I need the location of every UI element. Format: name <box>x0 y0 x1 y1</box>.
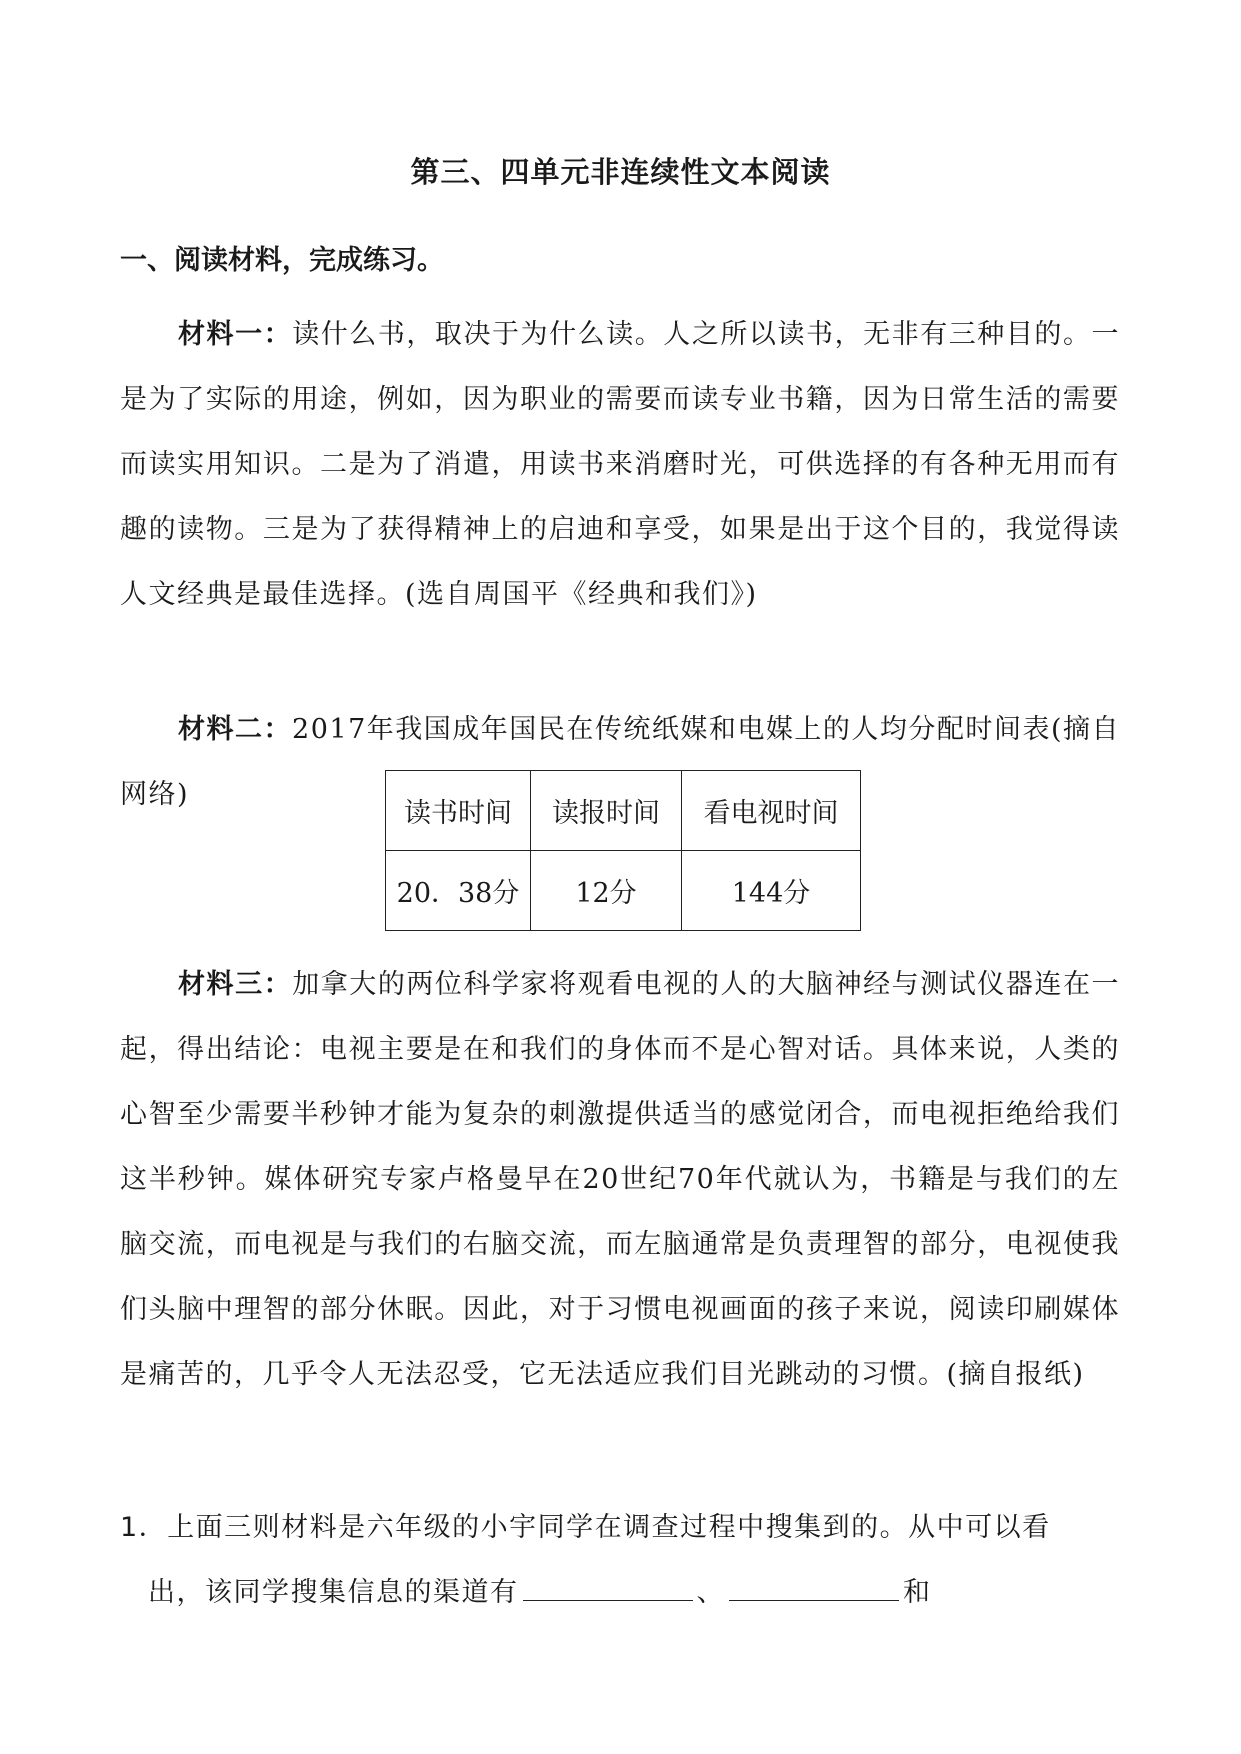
question-one-text-line1: 上面三则材料是六年级的小宇同学在调查过程中搜集到的。从中可以看 <box>167 1512 1051 1543</box>
table-cell: 12分 <box>531 851 682 931</box>
material-two-text: 2017年我国成年国民在传统纸媒和电媒上的人均分配时间表(摘自网络) <box>120 714 1121 810</box>
table-row <box>386 851 861 931</box>
blank-separator: 、 <box>696 1577 725 1608</box>
answer-blank-2[interactable] <box>729 1570 899 1601</box>
material-three-label: 材料三： <box>178 969 293 1000</box>
table-cell: 20．38分 <box>386 851 531 931</box>
page-title: 第三、四单元非连续性文本阅读 <box>410 155 831 189</box>
question-number: 1． <box>120 1512 168 1543</box>
time-allocation-table-wrap <box>385 770 861 931</box>
material-one-text: 读什么书，取决于为什么读。人之所以读书，无非有三种目的。一是为了实际的用途，例如，因为职业的需要而读专业书籍，因为日常生活的需要而读实用知识。二是为了消遣，用读书来消磨时光，可供选择的有各种无用而有趣的读物。三是为了获得精神上的启迪和享受，如果是出于这个目的，我觉得读人文经典是最佳选择。(选自周国平《经典和我们》) <box>120 319 1120 610</box>
material-one-paragraph <box>120 302 1120 627</box>
question-one-tail: 和 <box>903 1577 932 1608</box>
table-header-cell: 读报时间 <box>531 771 682 851</box>
material-one-label: 材料一： <box>178 319 293 350</box>
table-header-row <box>386 771 861 851</box>
table-header-cell: 看电视时间 <box>682 771 861 851</box>
table-header-cell: 读书时间 <box>386 771 531 851</box>
material-three-text: 加拿大的两位科学家将观看电视的人的大脑神经与测试仪器连在一起，得出结论：电视主要是在和我们的身体而不是心智对话。具体来说，人类的心智至少需要半秒钟才能为复杂的刺激提供适当的感觉闭合，而电视拒绝给我们这半秒钟。媒体研究专家卢格曼早在20世纪70年代就认为，书籍是与我们的左脑交流，而电视是与我们的右脑交流，而左脑通常是负责理智的部分，电视使我们头脑中理智的部分休眠。因此，对于习惯电视画面的孩子来说，阅读印刷媒体是痛苦的，几乎令人无法忍受，它无法适应我们目光跳动的习惯。(摘自报纸) <box>120 969 1120 1390</box>
time-allocation-table <box>385 770 861 931</box>
section-heading: 一、阅读材料，完成练习。 <box>120 245 444 276</box>
question-one-line2 <box>120 1560 1120 1625</box>
question-one <box>120 1495 1120 1625</box>
question-one-text-line2: 出，该同学搜集信息的渠道有 <box>148 1577 519 1608</box>
answer-blank-1[interactable] <box>523 1570 693 1601</box>
material-two-label: 材料二： <box>178 714 293 745</box>
question-one-line1 <box>120 1495 1120 1560</box>
table-cell: 144分 <box>682 851 861 931</box>
material-three-paragraph <box>120 952 1120 1407</box>
